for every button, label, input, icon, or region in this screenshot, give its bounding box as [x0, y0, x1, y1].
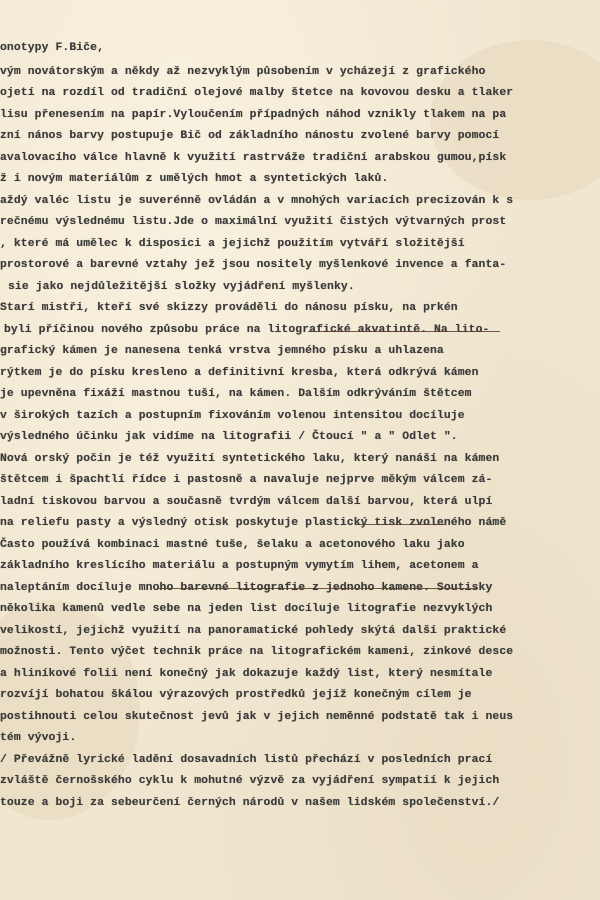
text-line — [0, 255, 600, 277]
text-line-content: tém vývoji. — [0, 732, 77, 744]
text-line — [0, 320, 600, 342]
text-line — [0, 728, 600, 750]
text-line — [0, 664, 600, 686]
text-line-content: rečnému výslednému listu.Jde o maximální využití čistých výtvarných prost — [0, 216, 507, 228]
text-line — [0, 62, 600, 84]
text-line — [0, 621, 600, 643]
text-line-content: základního kreslícího materiálu a postupným vymytím lihem, acetonem a — [0, 560, 479, 572]
text-line-content: , které má umělec k disposici a jejichž použitím vytváří složitější — [0, 237, 465, 250]
text-line-content: štětcem i špachtlí řídce i pastosně a navaluje nejprve měkým válcem zá- — [0, 474, 493, 486]
text-line-content: ladní tiskovou barvou a současně tvrdým válcem další barvou, která ulpí — [0, 495, 493, 508]
text-line — [0, 148, 600, 170]
text-line-content: touze a boji za sebeurčení černých národů v našem lidském společenství./ — [0, 796, 500, 809]
text-line — [0, 234, 600, 256]
text-line — [0, 384, 600, 406]
text-line — [0, 126, 600, 148]
text-line — [0, 427, 600, 449]
text-line-content: rýtkem je do písku kresleno a definitivní kresba, která odkrývá kámen — [0, 366, 479, 379]
text-line-content: vým novátorským a někdy až nezvyklým působením v ycházejí z grafického — [0, 65, 486, 78]
text-line — [0, 38, 600, 60]
text-line-content: v širokých tazích a postupním fixováním volenou intensitou docíluje — [0, 409, 465, 422]
pen-underline — [356, 524, 446, 525]
text-line — [0, 750, 600, 772]
text-line-content: onotypy F.Biče, — [0, 42, 105, 54]
text-line — [0, 341, 600, 363]
text-line-content: je upevněna fixáží mastnou tuší, na kámen. Dalším odkrýváním štětcem — [0, 388, 472, 400]
text-line — [0, 105, 600, 127]
text-line — [0, 449, 600, 471]
text-line-content: / Převážně lyrické ladění dosavadních listů přechází v posledních prací — [0, 753, 493, 766]
text-line-content: grafický kámen je nanesena tenká vrstva jemného písku a uhlazena — [0, 345, 444, 357]
pen-underline — [158, 588, 478, 589]
text-line-content: zvláště černošského cyklu k mohutné výzvě za vyjádření sympatií k jejich — [0, 775, 500, 787]
text-line — [0, 83, 600, 105]
text-line — [0, 535, 600, 557]
text-line-content: velikostí, jejichž využití na panoramatické pohledy skýtá další praktické — [0, 624, 507, 637]
text-line-content: Často používá kombinaci mastné tuše, šelaku a acetonového laku jako — [0, 538, 465, 551]
text-line-content: sie jako nejdůležitější složky vyjádření myšlenky. — [8, 280, 355, 293]
text-line-content: prostorové a barevné vztahy jež jsou nositely myšlenkové invence a fanta- — [0, 259, 507, 271]
text-line — [0, 277, 600, 299]
text-line-content: zní nános barvy postupuje Bič od základního nánostu zvolené barvy pomocí — [0, 130, 500, 142]
text-line-content: ojetí na rozdíl od tradiční olejové malby štetce na kovovou desku a tlaker — [0, 87, 514, 99]
text-line-content: a hliníkové folii není konečný jak dokazuje každý list, který nesmítale — [0, 667, 493, 680]
text-line-content: možnosti. Tento výčet technik práce na litografickém kameni, zinkové desce — [0, 646, 514, 658]
text-line — [0, 298, 600, 320]
text-line-content: výsledného účinku jak vidíme na litografii / Čtoucí " a " Odlet ". — [0, 431, 458, 443]
text-line — [0, 793, 600, 815]
text-line-content: postihnouti celou skutečnost jevů jak v jejich neměnné podstatě tak i neus — [0, 710, 514, 723]
text-line — [0, 212, 600, 234]
text-line — [0, 492, 600, 514]
typed-text-block — [0, 38, 600, 814]
text-line — [0, 513, 600, 535]
text-line — [0, 470, 600, 492]
text-line-content: na reliefu pasty a výsledný otisk poskytuje plastický tisk zvoleného námě — [0, 517, 507, 529]
text-line — [0, 685, 600, 707]
text-line — [0, 169, 600, 191]
text-line-content: aždý valéc listu je suverénně ovládán a v mnohých variacích precizován k s — [0, 194, 514, 207]
text-line — [0, 599, 600, 621]
text-line — [0, 363, 600, 385]
text-line — [0, 556, 600, 578]
text-line-content: Nová orský počin je též využití syntetického laku, který nanáší na kámen — [0, 452, 500, 465]
pen-underline — [308, 331, 500, 332]
text-line-content: byli příčinou nového způsobu práce na litografické akvatintě. Na lito- — [4, 323, 490, 336]
text-line-content: avalovacího válce hlavně k využití rastrváže tradiční arabskou gumou,písk — [0, 151, 507, 164]
text-line-content: lisu přenesením na papír.Vyloučením případných náhod vznikly tlakem na pa — [0, 108, 507, 121]
text-line — [0, 406, 600, 428]
text-line — [0, 642, 600, 664]
text-line-content: ž i novým materiálům z umělých hmot a syntetických laků. — [0, 173, 389, 185]
text-line-content: Starí mistři, kteří své skizzy prováděli do nánosu písku, na prkén — [0, 302, 458, 314]
text-line — [0, 707, 600, 729]
text-line-content: naleptáním docíluje mnoho barevné litografie z jednoho kamene. Soutisky — [0, 581, 493, 594]
text-line — [0, 771, 600, 793]
text-line-content: několika kamenů vedle sebe na jeden list docíluje litografie nezvyklých — [0, 603, 493, 615]
text-line-content: rozvíjí bohatou škálou výrazových prostředků jejíž konečným cílem je — [0, 689, 472, 701]
text-line — [0, 191, 600, 213]
